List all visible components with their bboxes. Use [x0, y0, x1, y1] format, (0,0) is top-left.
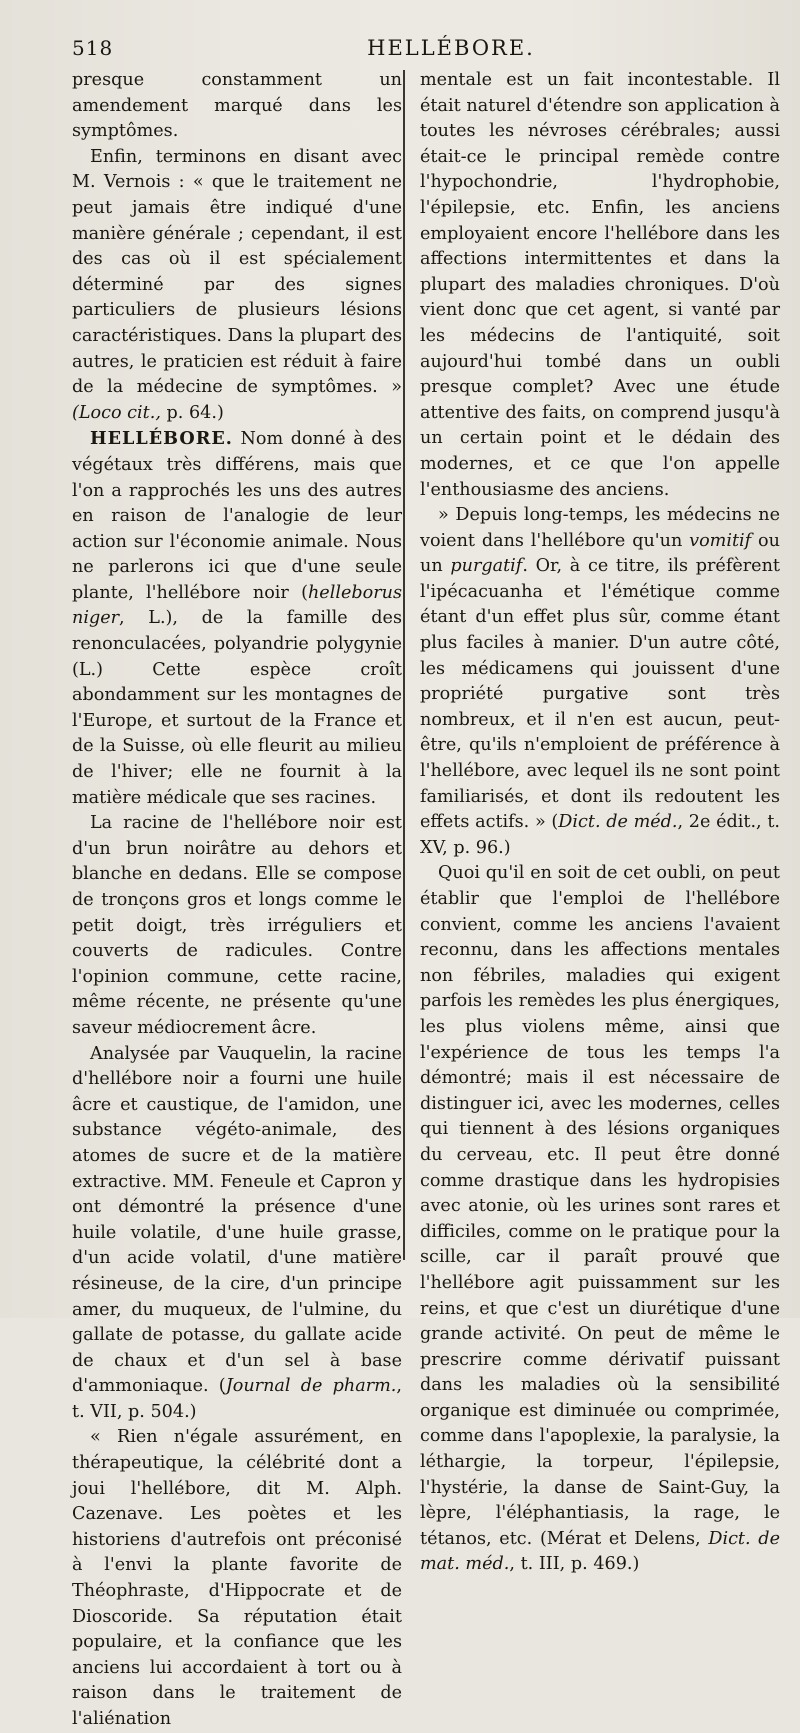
paragraph [72, 1042, 402, 1426]
reference-italic: Dict. de mat. méd. [420, 1528, 780, 1575]
paragraph: presque constamment un amendement marqué dans les symptômes. [72, 70, 402, 142]
emphasis: vomitif [689, 530, 752, 551]
paragraph-text: Enfin, terminons en disant avec M. Vernois : « que le traitement ne peut jamais être indiqué d'une manière générale ; cependant, il est des cas où il est spécialement déterminé par des signes particuliers de plusieurs lésions caractéristiques. Dans la plupart des autres, le praticien est réduit à faire de la médecine de symptômes. » [72, 146, 402, 398]
paragraph-text: Nom donné à des végétaux très différens, mais que l'on a rapprochés les uns des autres en raison de l'analogie de leur action sur l'économie animale. Nous ne parlerons ici que d'une seule plante, l'hellébore noir ( [72, 429, 402, 603]
paragraph: La racine de l'hellébore noir est d'un brun noirâtre au dehors et blanche en dedans. Elle se compose de tronçons gros et longs comme le petit doigt, très irréguliers et couverts de radicules. Contre l'opinion commune, cette racine, même récente, ne présente qu'une saveur médiocrement âcre. [72, 813, 402, 1038]
paragraph [420, 503, 780, 861]
latin-name: helleborus niger [72, 582, 402, 629]
paragraph: mentale est un fait incontestable. Il était naturel d'étendre son application à toutes les névroses cérébrales; aussi était-ce le principal remède contre l'hypochondrie, l'hydrophobie, l'épilepsie, etc. Enfin, les anciens employaient encore l'hellébore dans les affections intermittentes et dans la plupart des maladies chroniques. D'où vient donc que cet agent, si vanté par les médecins de l'antiquité, soit aujourd'hui tombé dans un oubli presque complet? Avec une étude attentive des faits, on comprend jusqu'à un certain point et le dédain des modernes, et ce que l'on appelle l'enthousiasme des anciens. [420, 70, 780, 500]
right-column [420, 68, 780, 1578]
page-number: 518 [72, 36, 114, 60]
paragraph-text: Quoi qu'il en soit de cet oubli, on peut établir que l'emploi de l'hellébore convient, comme les anciens l'avaient reconnu, dans les affections mentales non fébriles, maladies qui exigent parfois les remèdes les plus énergiques, les plus violens même, ainsi que l'expérience de tous les temps l'a démontré; mais il est nécessaire de distinguer ici, avec les modernes, celles qui tiennent à des lésions organiques du cerveau, etc. Il peut être donné comme drastique dans les hydropisies avec atonie, où les urines sont rares et difficiles, comme on le pratique pour la scille, car il paraît prouvé que l'hellébore agit puissamment sur les reins, et que c'est un diurétique d'une grande activité. On peut de même le prescrire comme dérivatif puissant dans les maladies où la sensibilité organique est diminuée ou comprimée, comme dans l'apoplexie, la paralysie, la léthargie, la torpeur, l'épilepsie, l'hystérie, la danse de Saint-Guy, la lèpre, l'éléphantiasis, la rage, le tétanos, etc. (Mérat et Delens, [420, 863, 780, 1549]
paragraph [420, 861, 780, 1578]
paragraph-text: ou un [420, 530, 780, 577]
running-title: HELLÉBORE. [367, 36, 535, 60]
emphasis: purgatif [450, 556, 523, 577]
paragraph-text: , t. VII, p. 504.) [72, 1376, 402, 1422]
reference-italic: Journal de pharm. [225, 1376, 397, 1397]
paragraph: « Rien n'égale assurément, en thérapeutique, la célébrité dont a joui l'hellébore, dit M. Alph. Cazenave. Les poètes et les historiens d'autrefois ont préconisé à l'envi la plante favorite de Théophraste, d'Hippocrate et de Dioscoride. Sa réputation était populaire, et la confiance que les anciens lui accordaient à tort ou à raison dans le traitement de l'aliénation [72, 1427, 402, 1729]
paragraph [72, 145, 402, 427]
entry-headword: HELLÉBORE. [90, 428, 233, 450]
paragraph-text: , t. III, p. 469.) [509, 1554, 640, 1575]
entry-paragraph [72, 426, 402, 811]
paragraph-text: . Or, à ce titre, ils préfèrent l'ipécacuanha et l'émétique comme étant d'un effet plus sûr, comme étant plus faciles à manier. D'un autre côté, les médicamens qui jouissent d'une propriété purgative sont très nombreux, et il n'en est aucun, peut-être, qu'ils n'emploient de préférence à l'hellébore, avec lequel ils ne sont point familiarisés, et dont ils redoutent les effets actifs. » ( [420, 556, 780, 833]
paragraph-text: » Depuis long-temps, les médecins ne voient dans l'hellébore qu'un [420, 505, 780, 551]
paragraph-text: , L.), de la famille des renonculacées, polyandrie polygynie (L.) Cette espèce croît abondamment sur les montagnes de l'Europe, et surtout de la France et de la Suisse, où elle fleurit au milieu de l'hiver; elle ne fournit à la matière médicale que ses racines. [72, 608, 402, 808]
reference-tail: p. 64.) [160, 402, 224, 423]
column-divider [403, 70, 405, 1260]
left-column [72, 68, 402, 1733]
paragraph-text: Analysée par Vauquelin, la racine d'hellébore noir a fourni une huile âcre et caustique, de l'amidon, une substance végéto-animale, des atomes de sucre et de la matière extractive. MM. Feneule et Capron y ont démontré la présence d'une huile volatile, d'une huile grasse, d'un acide volatil, d'une matière résineuse, de la cire, d'un principe amer, du muqueux, de l'ulmine, du gallate de potasse, du gallate acide de chaux et d'un sel à base d'ammoniaque. ( [72, 1043, 402, 1397]
reference-italic: (Loco cit., [72, 402, 161, 423]
page-header [72, 36, 770, 66]
reference-italic: Dict. de méd. [558, 812, 678, 833]
paragraph-text: , 2e édit., t. XV, p. 96.) [420, 812, 780, 858]
